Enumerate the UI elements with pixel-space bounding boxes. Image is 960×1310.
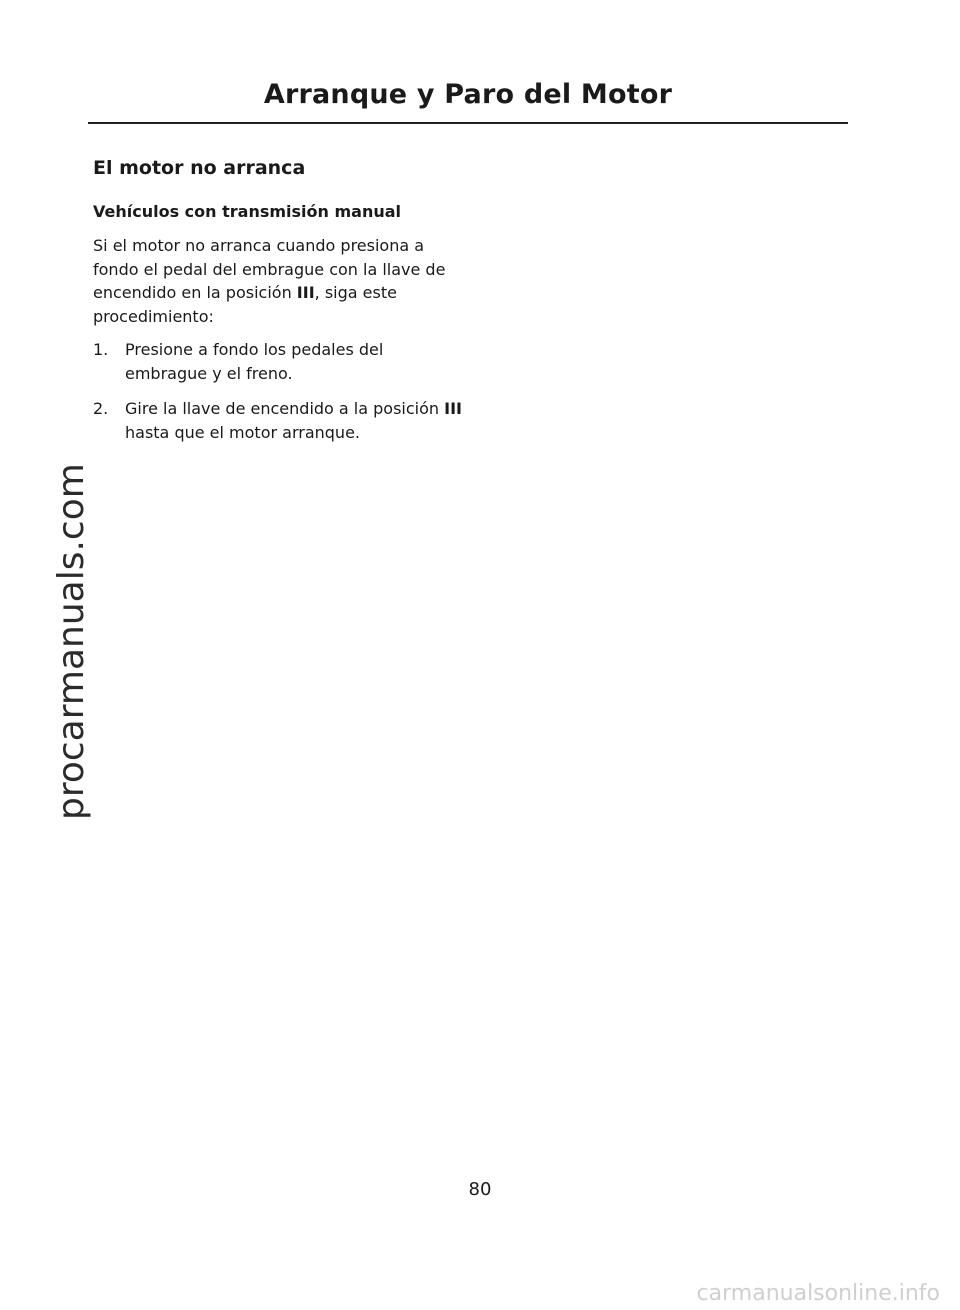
page-header	[88, 76, 848, 124]
ignition-position-label: III	[444, 399, 462, 418]
intro-text-start: Si el motor no arranca cuando presiona a fondo el pedal del embrague con la llave de encendido en la posición	[93, 236, 446, 302]
section-title: El motor no arranca	[93, 157, 306, 179]
section-subtitle: Vehículos con transmisión manual	[93, 202, 402, 221]
step-text: Presione a fondo los pedales del embrague y el freno.	[125, 340, 384, 383]
page-number: 80	[468, 1179, 492, 1200]
intro-paragraph	[93, 234, 463, 328]
intro-text-end: , siga este procedimiento:	[93, 283, 397, 326]
step-number: 2.	[93, 399, 109, 418]
steps-list	[93, 338, 463, 444]
step-text-start: Gire la llave de encendido a la posición	[125, 399, 445, 418]
ignition-position-label: III	[296, 283, 315, 302]
step-number: 1.	[93, 340, 109, 359]
list-item	[93, 338, 463, 385]
step-text-end: hasta que el motor arranque.	[125, 422, 360, 442]
bottom-watermark: carmanualsonline.info	[696, 1281, 940, 1306]
page-title: Arranque y Paro del Motor	[263, 79, 673, 110]
side-watermark: procarmanuals.com	[51, 463, 92, 820]
list-item	[93, 397, 463, 444]
main-content	[93, 154, 463, 456]
